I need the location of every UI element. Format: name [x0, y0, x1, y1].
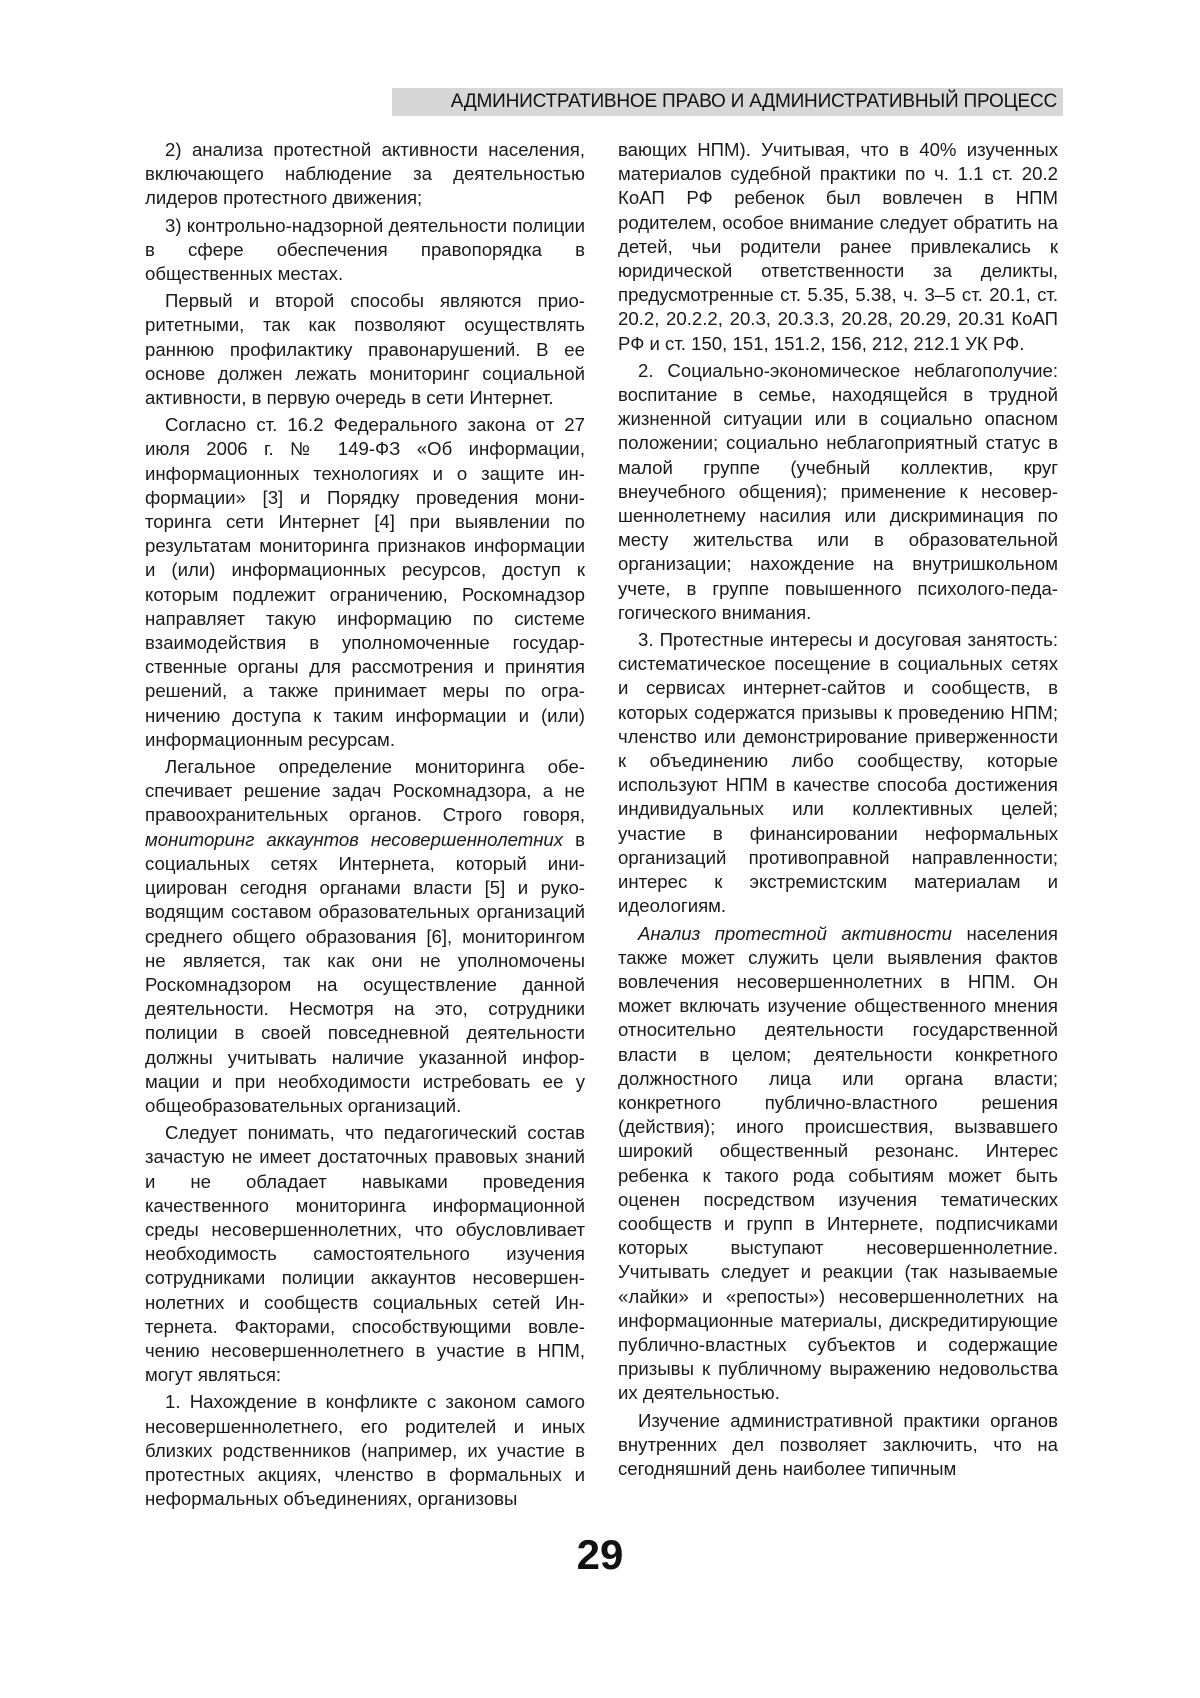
paragraph-text: Легальное определение мониторинга обеспечивает решение задач Роскомнадзора, а не правоохранительных органов. Строго говоря, [145, 756, 585, 826]
right-column [618, 138, 1058, 1481]
paragraph-text: населения также может служить цели выявления фактов вовлечения несовершеннолетних в НПМ. Он может включать изучение общественного мнения относительно деятельности государственной власти в целом; деятельности конкретного должностного лица или органа власти; конкретного публично-властного решения (действия); иного происшествия, вызвавшего широкий общественный резонанс. Интерес ребенка к такого рода событиям может быть оценен посредством изучения тематических сообществ и групп в Интернете, подписчиками которых выступают несовершеннолетние. Учитывать следует и реакции (так называемые «лайки» и «репосты») несовершеннолетних на информационные материалы, дискредитирующие публично-властных субъектов и содержащие призывы к публичному выражению недовольства их деятельностью. [618, 922, 1058, 1404]
left-column [145, 138, 585, 1511]
paragraph-text: в социальных сетях Интернета, который инициирован сегодня органами власти [5] и руководящим составом образовательных организаций среднего общего образования [6], мониторингом не является, так как они не уполномочены Роскомнадзором на осуществление данной деятельности. Несмотря на это, сотрудники полиции в своей повседневной деятельности должны учитывать наличие указанной информации и при необходимости истребовать ее у общеобразовательных организаций. [145, 828, 586, 1116]
paragraph: Первый и второй способы являются приоритетными, так как позволяют осуществлять раннюю профилактику правонарушений. В ее основе должен лежать мониторинг социальной активности, в первую очередь в сети Интернет. [145, 290, 585, 409]
paragraph [618, 922, 1058, 1406]
paragraph: 2. Социально-экономическое неблагополучие: воспитание в семье, находящейся в трудной жизненной ситуации или в социально опасном положении; социально неблагоприятный статус в малой группе (учебный коллектив, круг внеучебного общения); применение к несовершеннолетнему насилия или дискриминация по месту жительства или в образовательной организации; нахождение на внутришкольном учете, в группе повышенного психолого-педагогического внимания. [618, 359, 1058, 623]
running-header [392, 88, 1063, 116]
paragraph: 1. Нахождение в конфликте с законом самого несовершеннолетнего, его родителей и иных близких родственников (например, их участие в протестных акциях, членство в формальных и неформальных объединениях, организовы [145, 1391, 585, 1510]
paragraph: Согласно ст. 16.2 Федерального закона от 27 июля 2006 г. № 149-ФЗ «Об информации, информационных технологиях и о защите информации» [3] и Порядку проведения мониторинга сети Интернет [4] при выявлении по результатам мониторинга признаков информации и (или) информационных ресурсов, доступ к которым подлежит ограничению, Роскомнадзор направляет такую информацию по системе взаимодействия в уполномоченные государственные органы для рассмотрения и принятия решений, а также принимает меры по ограничению доступа к таким информации и (или) информационным ресурсам. [145, 414, 585, 750]
paragraph [145, 755, 585, 1118]
paragraph: Изучение административной практики органов внутренних дел позволяет заключить, что на сегодняшний день наиболее типичным [618, 1409, 1058, 1479]
italic-term: мониторинг аккаунтов несовершеннолетних [145, 828, 564, 850]
paragraph: 3) контрольно-надзорной деятельности полиции в сфере обеспечения правопорядка в общественных местах. [145, 214, 585, 285]
paragraph: Следует понимать, что педагогический состав зачастую не имеет достаточных правовых знаний и не обладает навыками проведения качественного мониторинга информационной среды несовершеннолетних, что обусловливает необходимость самостоятельного изучения сотрудниками полиции аккаунтов несовершеннолетних и сообществ социальных сетей Интернета. Факторами, способствующими вовлечению несовершеннолетнего в участие в НПМ, могут являться: [145, 1122, 585, 1386]
paragraph: 2) анализа протестной активности населения, включающего наблюдение за деятельностью лидеров протестного движения; [145, 139, 585, 209]
page-number: 29 [576, 1531, 624, 1578]
paragraph: 3. Протестные интересы и досуговая занятость: систематическое посещение в социальных сетях и сервисах интернет-сайтов и сообществ, в которых содержатся призывы к проведению НПМ; членство или демонстрирование приверженности к объединению либо сообществу, которые используют НПМ в качестве способа достижения индивидуальных или коллективных целей; участие в финансировании неформальных организаций противоправной направленности; интерес к экстремистским материалам и идеологиям. [618, 629, 1058, 917]
running-header-title: АДМИНИСТРАТИВНОЕ ПРАВО И АДМИНИСТРАТИВНЫЙ ПРОЦЕСС [450, 91, 1057, 112]
paragraph-continued: вающих НПМ). Учитывая, что в 40% изученных материалов судебной практики по ч. 1.1 ст. 20.2 КоАП РФ ребенок был вовлечен в НПМ родителем, особое внимание следует обратить на детей, чьи родители ранее привлекались к юридической ответственности за деликты, предусмотренные ст. 5.35, 5.38, ч. 3–5 ст. 20.1, ст. 20.2, 20.2.2, 20.3, 20.3.3, 20.28, 20.29, 20.31 КоАП РФ и ст. 150, 151, 151.2, 156, 212, 212.1 УК РФ. [618, 139, 1058, 354]
italic-term: Анализ протестной активности [638, 922, 952, 944]
